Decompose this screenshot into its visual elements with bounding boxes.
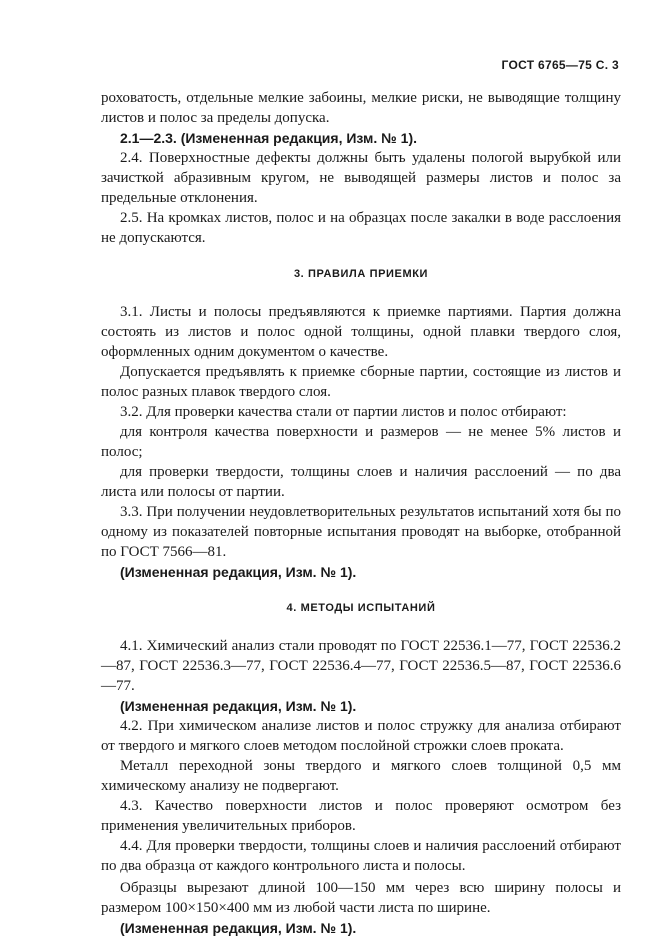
section-3-title: 3. ПРАВИЛА ПРИЕМКИ — [293, 268, 429, 280]
paragraph-4-4: 4.4. Для проверки твердости, толщины слоев и наличия расслоений отбирают по два образца от каждого контрольного листа и полосы. — [101, 838, 621, 874]
document-body — [101, 88, 621, 938]
paragraph-3-3: 3.3. При получении неудовлетворительных результатов испытаний хотя бы по одному из показателей повторные испытания проводят на выборке, отобранной по ГОСТ 7566—81. — [101, 504, 621, 560]
paragraph-2-4: 2.4. Поверхностные дефекты должны быть удалены пологой вырубкой или зачисткой абразивным кругом, не выводящей размеры листов и полос за предельные отклонения. — [101, 150, 621, 206]
amendment-note-4-1: (Измененная редакция, Изм. № 1). — [120, 698, 357, 714]
paragraph-4-2: 4.2. При химическом анализе листов и полос стружку для анализа отбирают от твердого и мягкого слоев методом послойной строжки слоев проката. — [101, 718, 621, 754]
paragraph-3-2-b: для проверки твердости, толщины слоев и наличия расслоений — по два листа или полосы от партии. — [101, 464, 621, 500]
paragraph-4-2-b: Металл переходной зоны твердого и мягкого слоев толщиной 0,5 мм химическому анализу не подвергают. — [101, 758, 621, 794]
paragraph-4-3: 4.3. Качество поверхности листов и полос проверяют осмотром без применения увеличительных приборов. — [101, 798, 621, 834]
paragraph-2-5: 2.5. На кромках листов, полос и на образцах после закалки в воде расслоения не допускаются. — [101, 210, 621, 246]
paragraph-3-1-b: Допускается предъявлять к приемке сборные партии, состоящие из листов и полос разных плавок твердого слоя. — [101, 364, 621, 400]
section-4-title: 4. МЕТОДЫ ИСПЫТАНИЙ — [286, 602, 436, 614]
amendment-note-3: (Измененная редакция, Изм. № 1). — [120, 564, 357, 580]
paragraph-4-1: 4.1. Химический анализ стали проводят по ГОСТ 22536.1—77, ГОСТ 22536.2—87, ГОСТ 22536.3—77, ГОСТ 22536.4—77, ГОСТ 22536.5—87, ГОСТ 22536.6—77. — [101, 638, 621, 694]
paragraph-2-3-continuation: роховатость, отдельные мелкие забоины, мелкие риски, не выводящие толщину листов и полос за пределы допуска. — [101, 90, 621, 126]
amendment-note-2-1-2-3: 2.1—2.3. (Измененная редакция, Изм. № 1). — [120, 130, 418, 146]
paragraph-3-1: 3.1. Листы и полосы предъявляются к приемке партиями. Партия должна состоять из листов и полос одной толщины, одной плавки твердого слоя, оформленных одним документом о качестве. — [101, 304, 621, 360]
page-header: ГОСТ 6765—75 С. 3 — [501, 58, 619, 72]
paragraph-3-2: 3.2. Для проверки качества стали от партии листов и полос отбирают: — [120, 404, 567, 420]
paragraph-4-4-b: Образцы вырезают длиной 100—150 мм через всю ширину полосы и размером 100×150×400 мм из любой части листа по ширине. — [101, 880, 621, 916]
amendment-note-4-4: (Измененная редакция, Изм. № 1). — [120, 920, 357, 936]
paragraph-3-2-a: для контроля качества поверхности и размеров — не менее 5% листов и полос; — [101, 424, 621, 460]
